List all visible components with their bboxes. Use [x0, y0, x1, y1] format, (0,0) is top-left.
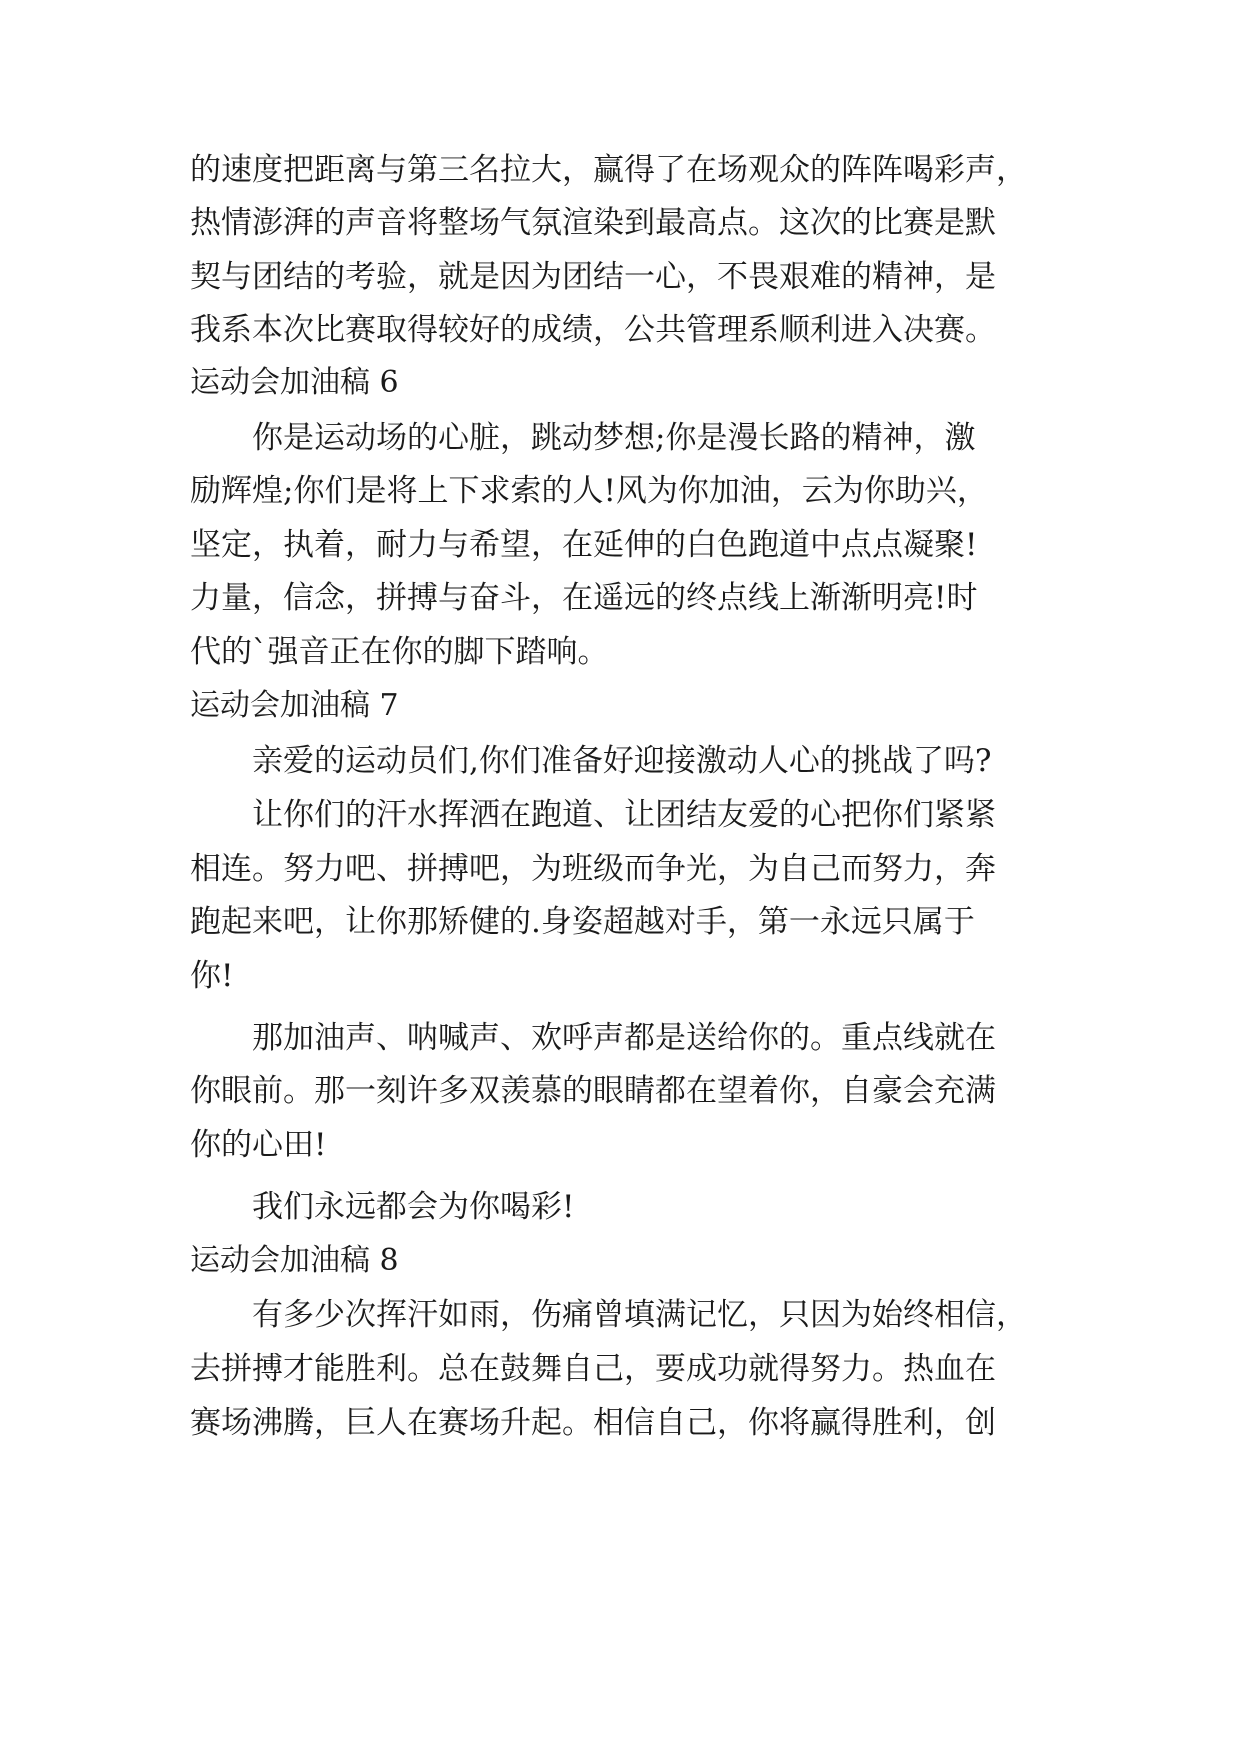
text-line: 你是运动场的心脏，跳动梦想;你是漫长路的精神，激: [252, 420, 976, 456]
text-line: 赛场沸腾，巨人在赛场升起。相信自己，你将赢得胜利，创: [190, 1405, 996, 1441]
text-line: 你!: [190, 958, 234, 994]
section-heading: 运动会加油稿 8: [190, 1243, 399, 1278]
text-line: 有多少次挥汗如雨，伤痛曾填满记忆，只因为始终相信，: [252, 1297, 1027, 1333]
text-line: 那加油声、呐喊声、欢呼声都是送给你的。重点线就在: [252, 1020, 996, 1056]
section-heading: 运动会加油稿 7: [190, 688, 399, 723]
text-line: 亲爱的运动员们,你们准备好迎接激动人心的挑战了吗?: [252, 743, 992, 779]
text-line: 跑起来吧，让你那矫健的.身姿超越对手，第一永远只属于: [190, 904, 975, 940]
text-line: 励辉煌;你们是将上下求索的人!风为你加油，云为你助兴，: [190, 473, 988, 509]
text-line: 去拼搏才能胜利。总在鼓舞自己，要成功就得努力。热血在: [190, 1351, 996, 1387]
text-line: 力量，信念，拼搏与奋斗，在遥远的终点线上渐渐明亮!时: [190, 580, 978, 616]
text-line: 你眼前。那一刻许多双羡慕的眼睛都在望着你，自豪会充满: [190, 1073, 996, 1109]
text-line: 我们永远都会为你喝彩!: [252, 1189, 575, 1225]
text-line: 相连。努力吧、拼搏吧，为班级而争光，为自己而努力，奔: [190, 851, 996, 887]
text-line: 契与团结的考验，就是因为团结一心，不畏艰难的精神，是: [190, 259, 996, 295]
section-heading: 运动会加油稿 6: [190, 365, 399, 400]
text-line: 热情澎湃的声音将整场气氛渲染到最高点。这次的比赛是默: [190, 205, 996, 241]
text-line: 坚定，执着，耐力与希望，在延伸的白色跑道中点点凝聚!: [190, 527, 978, 563]
text-line: 代的`强音正在你的脚下踏响。: [190, 634, 609, 670]
text-line: 的速度把距离与第三名拉大，赢得了在场观众的阵阵喝彩声，: [190, 152, 1027, 188]
text-line: 我系本次比赛取得较好的成绩，公共管理系顺利进入决赛。: [190, 312, 996, 348]
text-line: 你的心田!: [190, 1127, 327, 1163]
text-line: 让你们的汗水挥洒在跑道、让团结友爱的心把你们紧紧: [252, 797, 996, 833]
